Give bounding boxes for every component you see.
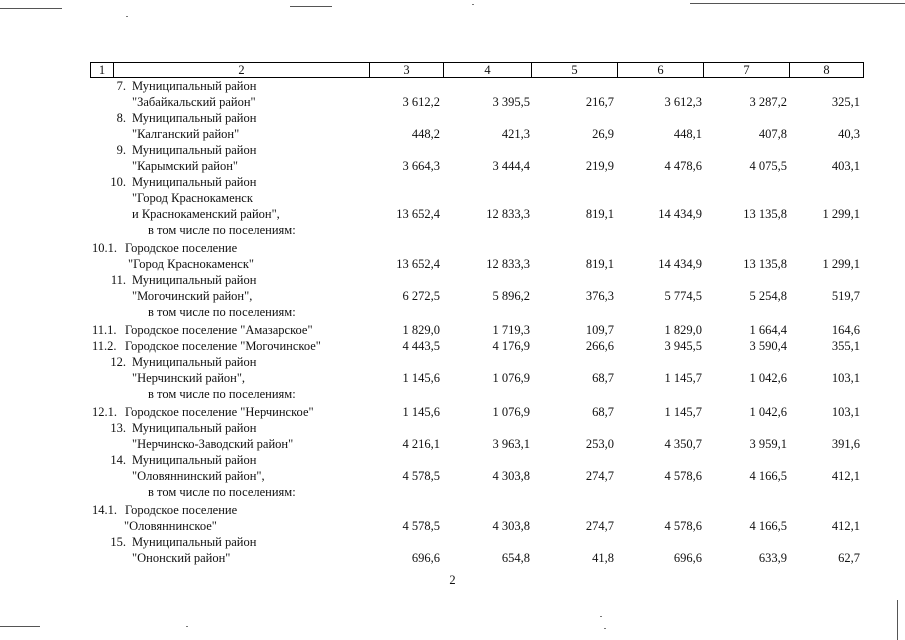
- value-col-4: 3 963,1: [492, 437, 530, 451]
- row-name-line: Городское поселение "Нерчинское": [125, 405, 314, 419]
- value-col-5: 376,3: [585, 289, 614, 303]
- value-col-8: 1 299,1: [822, 257, 860, 271]
- value-col-6: 4 478,6: [664, 159, 702, 173]
- value-col-7: 5 254,8: [749, 289, 787, 303]
- value-col-4: 5 896,2: [492, 289, 530, 303]
- value-col-5: 274,7: [585, 469, 614, 483]
- row-number: 8.: [116, 111, 126, 125]
- value-col-5: 68,7: [592, 405, 614, 419]
- value-col-5: 274,7: [585, 519, 614, 533]
- value-col-6: 14 434,9: [658, 207, 702, 221]
- scan-artifact-line: [0, 626, 40, 627]
- value-col-6: 3 945,5: [664, 339, 702, 353]
- value-col-6: 5 774,5: [664, 289, 702, 303]
- value-col-5: 216,7: [585, 95, 614, 109]
- value-col-7: 407,8: [758, 127, 787, 141]
- value-col-4: 12 833,3: [486, 257, 530, 271]
- scan-artifact-line: [897, 600, 898, 640]
- value-col-6: 1 829,0: [664, 323, 702, 337]
- row-name-line: Городское поселение: [125, 241, 238, 255]
- value-col-4: 3 395,5: [492, 95, 530, 109]
- header-col-3: 3: [403, 63, 410, 77]
- value-col-7: 633,9: [758, 551, 787, 565]
- value-col-8: 412,1: [831, 519, 860, 533]
- value-col-5: 819,1: [585, 257, 614, 271]
- value-col-3: 3 664,3: [402, 159, 440, 173]
- value-col-4: 4 303,8: [492, 519, 530, 533]
- value-col-3: 4 443,5: [402, 339, 440, 353]
- value-col-7: 4 166,5: [749, 469, 787, 483]
- value-col-7: 13 135,8: [743, 257, 787, 271]
- value-col-8: 164,6: [831, 323, 860, 337]
- scan-speck: [604, 628, 606, 629]
- value-col-6: 4 578,6: [664, 519, 702, 533]
- row-name-line: "Карымский район": [132, 159, 239, 173]
- row-name-line: "Калганский район": [132, 127, 240, 141]
- value-col-7: 1 664,4: [749, 323, 787, 337]
- row-name-line: "Нерчинско-Заводский район": [132, 437, 294, 451]
- value-col-7: 3 287,2: [749, 95, 787, 109]
- row-number: 9.: [116, 143, 126, 157]
- row-name-line: Муниципальный район: [132, 453, 257, 467]
- value-col-7: 13 135,8: [743, 207, 787, 221]
- value-col-7: 3 959,1: [749, 437, 787, 451]
- value-col-3: 696,6: [411, 551, 440, 565]
- value-col-8: 325,1: [831, 95, 860, 109]
- row-name-line: Муниципальный район: [132, 79, 257, 93]
- header-col-5: 5: [571, 63, 578, 77]
- row-name-line: Муниципальный район: [132, 143, 257, 157]
- value-col-6: 1 145,7: [664, 371, 702, 385]
- row-name-line: Муниципальный район: [132, 421, 257, 435]
- value-col-8: 1 299,1: [822, 207, 860, 221]
- value-col-6: 14 434,9: [658, 257, 702, 271]
- row-name-line: в том числе по поселениям:: [148, 305, 296, 319]
- row-number: 11.: [110, 273, 126, 287]
- value-col-5: 819,1: [585, 207, 614, 221]
- value-col-3: 3 612,2: [402, 95, 440, 109]
- row-number: 15.: [110, 535, 126, 549]
- value-col-8: 412,1: [831, 469, 860, 483]
- header-col-4: 4: [484, 63, 491, 77]
- row-name-line: "Забайкальский район": [132, 95, 256, 109]
- page-number: 2: [449, 573, 456, 587]
- row-name-line: "Город Краснокаменск": [128, 257, 255, 271]
- value-col-3: 4 578,5: [402, 519, 440, 533]
- header-col-8: 8: [823, 63, 830, 77]
- value-col-5: 41,8: [592, 551, 614, 565]
- value-col-4: 12 833,3: [486, 207, 530, 221]
- value-col-5: 266,6: [585, 339, 614, 353]
- header-col-7: 7: [743, 63, 750, 77]
- row-name-line: Муниципальный район: [132, 111, 257, 125]
- row-name-line: Муниципальный район: [132, 535, 257, 549]
- value-col-8: 355,1: [831, 339, 860, 353]
- value-col-4: 3 444,4: [492, 159, 530, 173]
- value-col-5: 26,9: [592, 127, 614, 141]
- value-col-3: 1 829,0: [402, 323, 440, 337]
- row-name-line: "Город Краснокаменск: [132, 191, 253, 205]
- value-col-6: 1 145,7: [664, 405, 702, 419]
- row-number: 10.1.: [92, 241, 117, 255]
- row-number: 14.: [110, 453, 126, 467]
- row-name-line: Городское поселение "Могочинское": [125, 339, 321, 353]
- value-col-8: 391,6: [831, 437, 860, 451]
- value-col-4: 1 076,9: [492, 405, 530, 419]
- value-col-7: 4 166,5: [749, 519, 787, 533]
- value-col-6: 448,1: [673, 127, 702, 141]
- value-col-7: 1 042,6: [749, 371, 787, 385]
- value-col-4: 1 076,9: [492, 371, 530, 385]
- value-col-5: 109,7: [585, 323, 614, 337]
- row-number: 14.1.: [92, 503, 117, 517]
- value-col-3: 6 272,5: [402, 289, 440, 303]
- value-col-4: 1 719,3: [492, 323, 530, 337]
- value-col-6: 3 612,3: [664, 95, 702, 109]
- scan-artifact-line: [0, 8, 62, 9]
- row-name-line: и Краснокаменский район",: [132, 207, 280, 221]
- header-col-6: 6: [657, 63, 664, 77]
- value-col-7: 4 075,5: [749, 159, 787, 173]
- value-col-5: 253,0: [585, 437, 614, 451]
- row-name-line: "Ононский район": [132, 551, 231, 565]
- value-col-4: 4 176,9: [492, 339, 530, 353]
- value-col-8: 40,3: [838, 127, 860, 141]
- row-number: 12.: [110, 355, 126, 369]
- value-col-4: 654,8: [501, 551, 530, 565]
- value-col-4: 421,3: [501, 127, 530, 141]
- value-col-7: 1 042,6: [749, 405, 787, 419]
- value-col-8: 103,1: [831, 405, 860, 419]
- row-number: 7.: [116, 79, 126, 93]
- row-number: 13.: [110, 421, 126, 435]
- row-name-line: Городское поселение: [125, 503, 238, 517]
- value-col-8: 403,1: [831, 159, 860, 173]
- value-col-4: 4 303,8: [492, 469, 530, 483]
- value-col-6: 696,6: [673, 551, 702, 565]
- row-name-line: "Оловяннинский район",: [132, 469, 265, 483]
- row-name-line: Муниципальный район: [132, 273, 257, 287]
- value-col-6: 4 350,7: [664, 437, 702, 451]
- row-number: 11.1.: [92, 323, 117, 337]
- value-col-3: 13 652,4: [396, 207, 440, 221]
- scan-speck: [600, 616, 602, 617]
- value-col-6: 4 578,6: [664, 469, 702, 483]
- scan-speck: [186, 626, 188, 627]
- row-number: 11.2.: [92, 339, 117, 353]
- row-number: 12.1.: [92, 405, 117, 419]
- value-col-3: 1 145,6: [402, 371, 440, 385]
- scan-artifact-line: [290, 6, 332, 7]
- header-col-1: 1: [98, 63, 106, 77]
- row-name-line: Муниципальный район: [132, 355, 257, 369]
- value-col-3: 4 216,1: [402, 437, 440, 451]
- row-name-line: в том числе по поселениям:: [148, 485, 296, 499]
- row-name-line: в том числе по поселениям:: [148, 387, 296, 401]
- value-col-8: 103,1: [831, 371, 860, 385]
- row-number: 10.: [110, 175, 126, 189]
- value-col-3: 448,2: [411, 127, 440, 141]
- value-col-3: 13 652,4: [396, 257, 440, 271]
- row-name-line: "Могочинский район",: [132, 289, 253, 303]
- value-col-8: 519,7: [831, 289, 860, 303]
- value-col-7: 3 590,4: [749, 339, 787, 353]
- row-name-line: в том числе по поселениям:: [148, 223, 296, 237]
- scan-artifact-line: [690, 3, 905, 4]
- row-name-line: "Нерчинский район",: [132, 371, 246, 385]
- value-col-5: 68,7: [592, 371, 614, 385]
- value-col-3: 4 578,5: [402, 469, 440, 483]
- row-name-line: Городское поселение "Амазарское": [125, 323, 313, 337]
- value-col-3: 1 145,6: [402, 405, 440, 419]
- scan-speck: [472, 4, 474, 5]
- table-header: [90, 62, 864, 78]
- row-name-line: "Оловяннинское": [124, 519, 217, 533]
- scan-speck: [126, 16, 128, 17]
- value-col-8: 62,7: [838, 551, 860, 565]
- header-col-2: 2: [238, 63, 245, 77]
- value-col-5: 219,9: [585, 159, 614, 173]
- row-name-line: Муниципальный район: [132, 175, 257, 189]
